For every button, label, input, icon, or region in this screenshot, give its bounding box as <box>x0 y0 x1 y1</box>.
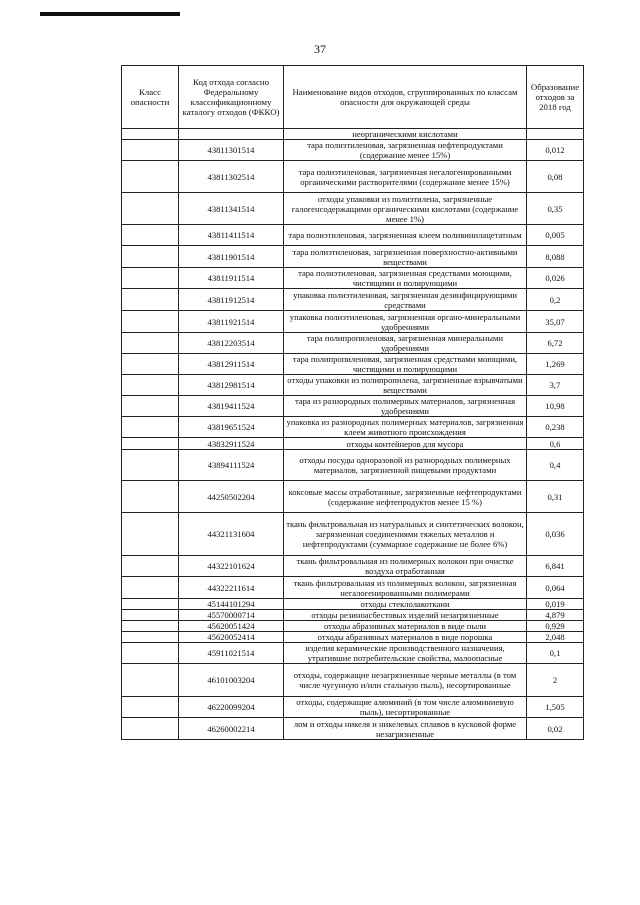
waste-name: тара полипропиленовая, загрязненная минеральными удобрениями <box>284 333 527 354</box>
table-row <box>122 140 584 161</box>
waste-amount: 1,505 <box>527 697 584 718</box>
table-row <box>122 375 584 396</box>
waste-amount: 0,019 <box>527 599 584 610</box>
hazard-class-cell <box>122 556 179 577</box>
hazard-class-cell <box>122 632 179 643</box>
hazard-class-cell <box>122 481 179 513</box>
hazard-class-cell <box>122 664 179 697</box>
waste-code: 43811302514 <box>179 161 284 193</box>
table-row <box>122 450 584 481</box>
table-row <box>122 193 584 225</box>
hazard-class-cell <box>122 268 179 289</box>
hazard-class-cell <box>122 417 179 438</box>
table-row <box>122 311 584 333</box>
waste-amount: 0,929 <box>527 621 584 632</box>
top-margin-mark <box>40 12 180 16</box>
waste-code: 45570000714 <box>179 610 284 621</box>
hazard-class-cell <box>122 577 179 599</box>
waste-name: тара полиэтиленовая, загрязненная нефтепродуктами (содержание менее 15%) <box>284 140 527 161</box>
table-row <box>122 396 584 417</box>
hazard-class-cell <box>122 225 179 246</box>
waste-code: 43811411514 <box>179 225 284 246</box>
table-row <box>122 697 584 718</box>
hazard-class-cell <box>122 140 179 161</box>
waste-code: 43811921514 <box>179 311 284 333</box>
table-row <box>122 438 584 450</box>
waste-code: 45620051424 <box>179 621 284 632</box>
waste-code: 43812203514 <box>179 333 284 354</box>
waste-code: 45911021514 <box>179 643 284 664</box>
table-row <box>122 664 584 697</box>
table-row <box>122 289 584 311</box>
waste-amount: 35,07 <box>527 311 584 333</box>
amount-cell <box>527 129 584 140</box>
continuation-row <box>122 129 584 140</box>
waste-code: 43894111524 <box>179 450 284 481</box>
waste-name: тара полипропиленовая, загрязненная средствами моющими, чистящими и полирующими <box>284 354 527 375</box>
waste-table <box>121 65 584 740</box>
waste-amount: 0,35 <box>527 193 584 225</box>
waste-code: 46101003204 <box>179 664 284 697</box>
hazard-class-cell <box>122 354 179 375</box>
waste-code: 43811912514 <box>179 289 284 311</box>
waste-name: отходы, содержащие незагрязненные черные металлы (в том числе чугунную и/или стальную пыль), несортированные <box>284 664 527 697</box>
waste-amount: 0,08 <box>527 161 584 193</box>
table-row <box>122 417 584 438</box>
table-row <box>122 333 584 354</box>
waste-name: тара полиэтиленовая, загрязненная поверхностно-активными веществами <box>284 246 527 268</box>
waste-name: упаковка из разнородных полимерных материалов, загрязненная клеем животного происхождения <box>284 417 527 438</box>
table-row <box>122 599 584 610</box>
waste-name: упаковка полиэтиленовая, загрязненная дезинфицирующими средствами <box>284 289 527 311</box>
hazard-class-cell <box>122 129 179 140</box>
waste-name: тара из разнородных полимерных материалов, загрязненная удобрениями <box>284 396 527 417</box>
table-row <box>122 632 584 643</box>
waste-amount: 0,012 <box>527 140 584 161</box>
waste-amount: 4,879 <box>527 610 584 621</box>
waste-code: 43812981514 <box>179 375 284 396</box>
hazard-class-cell <box>122 643 179 664</box>
waste-name: изделия керамические производственного назначения, утратившие потребительские свойства, малоопасные <box>284 643 527 664</box>
waste-amount: 0,026 <box>527 268 584 289</box>
waste-name: отходы стеклолакоткани <box>284 599 527 610</box>
waste-name: ткань фильтровальная из полимерных волокон при очистке воздуха отработанная <box>284 556 527 577</box>
waste-code: 43811341514 <box>179 193 284 225</box>
waste-name: коксовые массы отработанные, загрязненные нефтепродуктами (содержание нефтепродуктов менее 15 %) <box>284 481 527 513</box>
table-row <box>122 161 584 193</box>
waste-name: ткань фильтровальная из полимерных волокон, загрязненная негалогенированными полимерами <box>284 577 527 599</box>
hazard-class-cell <box>122 333 179 354</box>
hazard-class-cell <box>122 289 179 311</box>
table-row <box>122 556 584 577</box>
continuation-text: неорганическими кислотами <box>284 129 527 140</box>
header-fkko-code: Код отхода согласно Федеральному классификационному каталогу отходов (ФККО) <box>179 66 284 129</box>
waste-name: отходы упаковки из полиэтилена, загрязненные галогенсодержащими органическими кислотами (содержание менее 1%) <box>284 193 527 225</box>
hazard-class-cell <box>122 610 179 621</box>
waste-code: 46220099204 <box>179 697 284 718</box>
hazard-class-cell <box>122 697 179 718</box>
waste-amount: 0,31 <box>527 481 584 513</box>
waste-amount: 6,72 <box>527 333 584 354</box>
waste-code: 43811301514 <box>179 140 284 161</box>
waste-amount: 0,2 <box>527 289 584 311</box>
table-row <box>122 268 584 289</box>
hazard-class-cell <box>122 621 179 632</box>
waste-name: отходы упаковки из полипропилена, загрязненные взрывчатыми веществами <box>284 375 527 396</box>
waste-name: отходы посуды одноразовой из разнородных полимерных материалов, загрязненной пищевыми продуктами <box>284 450 527 481</box>
table-row <box>122 610 584 621</box>
table-row <box>122 718 584 740</box>
waste-amount: 0,064 <box>527 577 584 599</box>
waste-code: 44321131604 <box>179 513 284 556</box>
waste-name: ткань фильтровальная из натуральных и синтетических волокон, загрязненная соединениями тяжелых металлов и нефтепродуктами (суммарное содержание не более 6%) <box>284 513 527 556</box>
waste-amount: 0,238 <box>527 417 584 438</box>
hazard-class-cell <box>122 513 179 556</box>
waste-amount: 2 <box>527 664 584 697</box>
header-waste-name: Наименование видов отходов, сгруппированных по классам опасности для окружающей среды <box>284 66 527 129</box>
waste-amount: 2,048 <box>527 632 584 643</box>
hazard-class-cell <box>122 450 179 481</box>
waste-amount: 8,088 <box>527 246 584 268</box>
waste-name: упаковка полиэтиленовая, загрязненная органо-минеральными удобрениями <box>284 311 527 333</box>
waste-name: тара полиэтиленовая, загрязненная средствами моющими, чистящими и полирующими <box>284 268 527 289</box>
waste-code: 43812911514 <box>179 354 284 375</box>
waste-name: тара полиэтиленовая, загрязненная клеем поливинилацетатным <box>284 225 527 246</box>
table-row <box>122 643 584 664</box>
waste-amount: 0,1 <box>527 643 584 664</box>
header-waste-amount: Образование отходов за 2018 год <box>527 66 584 129</box>
waste-amount: 0,4 <box>527 450 584 481</box>
waste-code: 43811911514 <box>179 268 284 289</box>
waste-amount: 1,269 <box>527 354 584 375</box>
waste-name: лом и отходы никеля и никелевых сплавов в кусковой форме незагрязненные <box>284 718 527 740</box>
header-hazard-class: Класс опасности <box>122 66 179 129</box>
table-row <box>122 225 584 246</box>
waste-code: 43819651524 <box>179 417 284 438</box>
waste-amount: 6,841 <box>527 556 584 577</box>
waste-amount: 0,02 <box>527 718 584 740</box>
waste-code: 43819411524 <box>179 396 284 417</box>
waste-name: отходы контейнеров для мусора <box>284 438 527 450</box>
hazard-class-cell <box>122 193 179 225</box>
waste-code: 44322211614 <box>179 577 284 599</box>
waste-name: отходы абразивных материалов в виде порошка <box>284 632 527 643</box>
waste-code: 45144101294 <box>179 599 284 610</box>
table-row <box>122 513 584 556</box>
waste-code: 44250502204 <box>179 481 284 513</box>
waste-amount: 0,6 <box>527 438 584 450</box>
waste-amount: 0,005 <box>527 225 584 246</box>
table-row <box>122 354 584 375</box>
waste-name: отходы абразивных материалов в виде пыли <box>284 621 527 632</box>
hazard-class-cell <box>122 311 179 333</box>
waste-name: отходы, содержащие алюминий (в том числе алюминиевую пыль), несортированные <box>284 697 527 718</box>
table-row <box>122 577 584 599</box>
hazard-class-cell <box>122 375 179 396</box>
waste-name: отходы резиноасбестовых изделий незагрязненные <box>284 610 527 621</box>
waste-code: 46260002214 <box>179 718 284 740</box>
waste-amount: 3,7 <box>527 375 584 396</box>
hazard-class-cell <box>122 718 179 740</box>
hazard-class-cell <box>122 396 179 417</box>
waste-name: тара полиэтиленовая, загрязненная негалогенированными органическими растворителями (содержание менее 15%) <box>284 161 527 193</box>
page-number: 37 <box>314 42 326 56</box>
waste-code: 45620052414 <box>179 632 284 643</box>
table-row <box>122 246 584 268</box>
waste-amount: 0,036 <box>527 513 584 556</box>
table-row <box>122 621 584 632</box>
hazard-class-cell <box>122 246 179 268</box>
table-row <box>122 481 584 513</box>
hazard-class-cell <box>122 599 179 610</box>
hazard-class-cell <box>122 438 179 450</box>
waste-code: 43832911524 <box>179 438 284 450</box>
waste-code: 44322101624 <box>179 556 284 577</box>
waste-code: 43811901514 <box>179 246 284 268</box>
table-header-row <box>122 66 584 129</box>
code-cell <box>179 129 284 140</box>
waste-amount: 10,98 <box>527 396 584 417</box>
hazard-class-cell <box>122 161 179 193</box>
